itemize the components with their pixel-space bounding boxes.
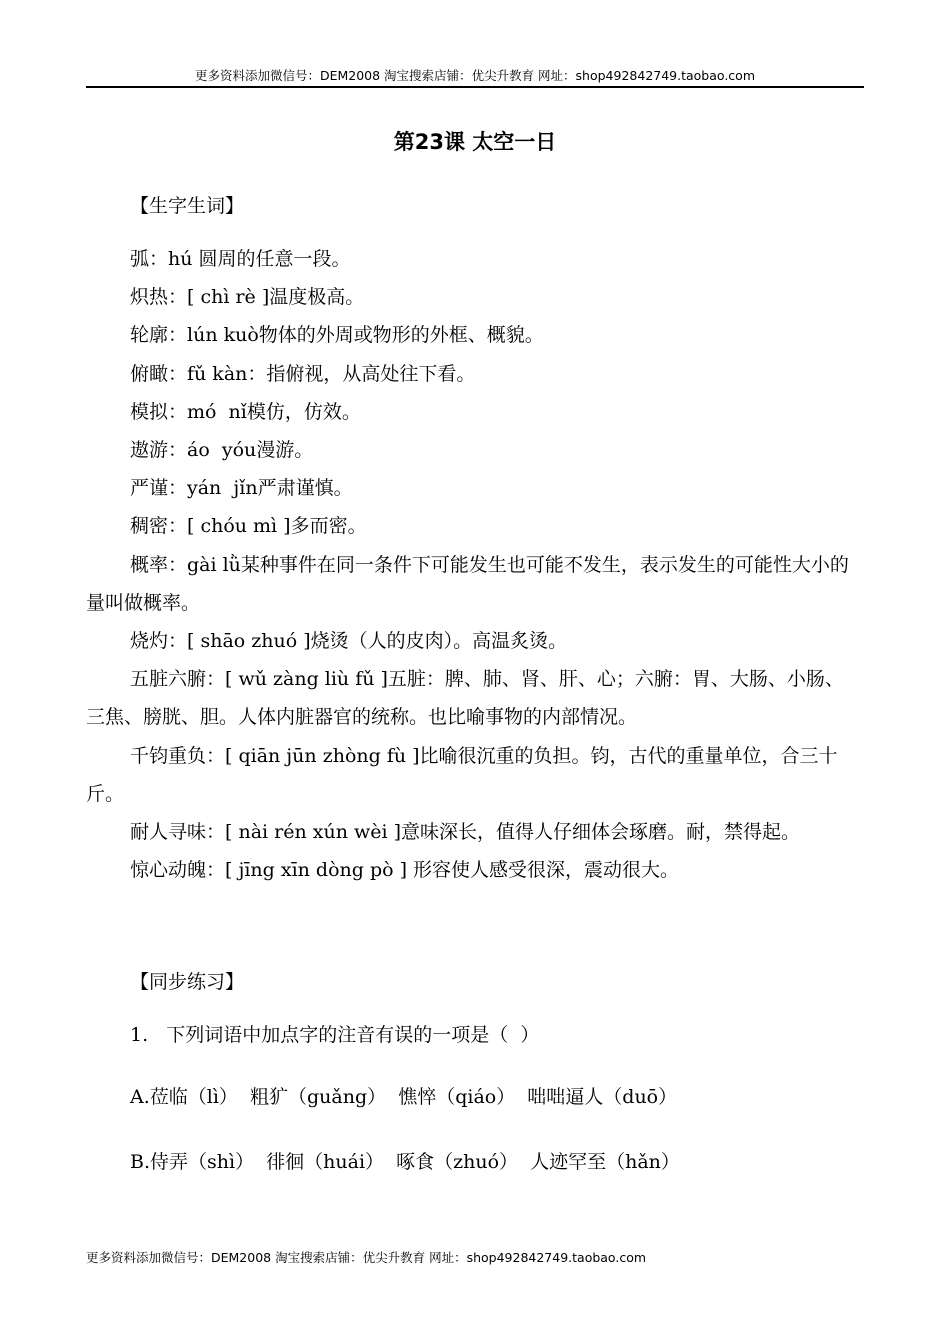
- vocab-item: 严谨：yán jǐn严肃谨慎。: [130, 477, 353, 500]
- vocab-heading: 【生字生词】: [130, 195, 245, 217]
- option-a: A.莅临（lì） 粗犷（guǎng） 憔悴（qiáo） 咄咄逼人（duō）: [130, 1086, 678, 1108]
- page-footer: 更多资料添加微信号：DEM2008 淘宝搜索店铺：优尖升教育 网址：shop492842749.taobao.com: [86, 1250, 647, 1265]
- vocab-item: 炽热：[ chì rè ]温度极高。: [130, 286, 365, 309]
- option-b: B.侍弄（shì） 徘徊（huái） 啄食（zhuó） 人迹罕至（hǎn）: [130, 1151, 680, 1173]
- vocab-item: 烧灼：[ shāo zhuó ]烧烫（人的皮肉）。高温炙烫。: [130, 630, 568, 653]
- vocab-item: 遨游：áo yóu漫游。: [130, 439, 314, 462]
- vocab-item: 五脏六腑：[ wǔ zàng liù fǔ ]五脏：脾、肺、肾、肝、心；六腑：胃、大肠、小肠、三焦、膀胱、胆。人体内脏器官的统称。也比喻事物的内部情况。: [86, 668, 844, 729]
- vocab-item: 耐人寻味：[ nài rén xún wèi ]意味深长，值得人仔细体会琢磨。耐，禁得起。: [130, 821, 801, 844]
- vocab-list: [86, 240, 858, 889]
- vocab-item: 惊心动魄：[ jīng xīn dòng pò ] 形容使人感受很深，震动很大。: [130, 859, 680, 882]
- lesson-title: 第23课 太空一日: [393, 130, 557, 154]
- question-1: 1. 下列词语中加点字的注音有误的一项是（ ）: [130, 1024, 540, 1046]
- vocab-item: 模拟：mó nǐ模仿，仿效。: [130, 400, 361, 423]
- page-header: 更多资料添加微信号：DEM2008 淘宝搜索店铺：优尖升教育 网址：shop492842749.taobao.com: [194, 68, 756, 83]
- header-divider: [86, 86, 864, 88]
- practice-heading: 【同步练习】: [130, 971, 245, 993]
- vocab-item: 俯瞰：fǔ kàn：指俯视，从高处往下看。: [130, 362, 476, 385]
- vocab-item: 轮廓：lún kuò物体的外周或物形的外框、概貌。: [130, 324, 544, 347]
- vocab-item: 概率：gài lǜ某种事件在同一条件下可能发生也可能不发生，表示发生的可能性大小的量叫做概率。: [86, 553, 849, 614]
- vocab-item: 稠密：[ chóu mì ]多而密。: [130, 515, 367, 538]
- vocab-item: 千钧重负：[ qiān jūn zhòng fù ]比喻很沉重的负担。钧，古代的重量单位，合三十斤。: [86, 744, 838, 805]
- vocab-item: 弧：hú 圆周的任意一段。: [130, 248, 351, 270]
